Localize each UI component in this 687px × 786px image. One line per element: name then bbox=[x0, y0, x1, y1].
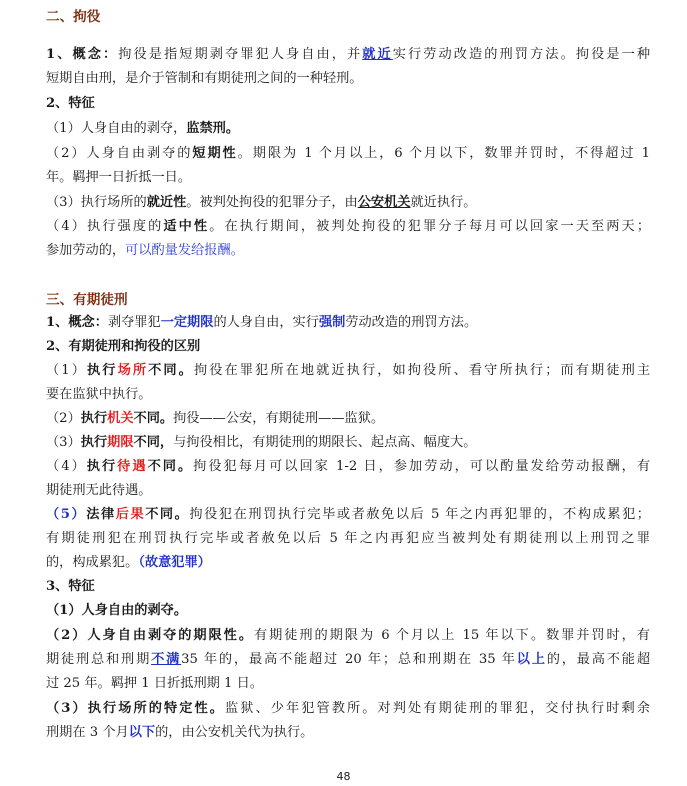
section-heading: 二、拘役 bbox=[46, 9, 101, 25]
text: 有期徒刑的期限为 6 个月以上 15 年以下。数罪并罚时，有 bbox=[253, 628, 650, 643]
text: 拘役犯每月可以回家 1-2 日，参加劳动，可以酌量发给劳动报酬，有 bbox=[193, 459, 650, 474]
bold-term: 监禁刑。 bbox=[186, 121, 240, 136]
paragraph-line bbox=[46, 700, 650, 718]
text: 的，最高不能超 bbox=[546, 652, 650, 667]
paragraph-line bbox=[46, 724, 650, 742]
red-term: 后果 bbox=[115, 507, 146, 522]
text: 劳动改造的刑罚方法。 bbox=[345, 315, 478, 330]
paragraph-line bbox=[46, 120, 650, 138]
blue-text: 可以酌量发给报酬。 bbox=[125, 243, 244, 258]
bold-term: 执行 bbox=[86, 459, 118, 474]
paragraph-line: 过 25 年。羁押 1 日折抵刑期 1 日。 bbox=[46, 676, 263, 691]
underlined-term: 不满 bbox=[151, 652, 182, 667]
blue-term: 以上 bbox=[516, 652, 547, 667]
paragraph-line bbox=[46, 242, 650, 260]
red-term: 待遇 bbox=[117, 459, 148, 474]
highlight: 就近 bbox=[362, 47, 393, 62]
bold-term: （2）人身自由剥夺的期限性。 bbox=[46, 628, 254, 643]
text: 。被判处拘役的犯罪分子，由 bbox=[186, 195, 358, 210]
text: 拘役犯在刑罚执行完毕或者赦免以后 5 年之内再犯罪的，不构成累犯； bbox=[189, 507, 650, 522]
paragraph-line bbox=[46, 145, 650, 163]
text: （2） bbox=[46, 411, 81, 426]
text: 监狱、少年犯管教所。对判处有期徒刑的罪犯，交付执行时剩余 bbox=[225, 701, 650, 716]
paragraph-line bbox=[46, 554, 650, 572]
underlined-term: 公安机关 bbox=[357, 195, 411, 210]
bold-term: 短期性 bbox=[192, 146, 238, 161]
text: 拘役是指短期剥夺罪犯人身自由，并 bbox=[118, 47, 363, 62]
text: （1）人身自由的剥夺， bbox=[46, 121, 187, 136]
text: 的人身自由，实行 bbox=[213, 315, 319, 330]
text: 与拘役相比，有期徒刑的期限长、起点高、幅度大。 bbox=[173, 435, 477, 450]
section-heading: 三、有期徒刑 bbox=[46, 292, 128, 308]
paragraph-line bbox=[46, 218, 650, 236]
text: 拘役在罪犯所在地就近执行，如拘役所、看守所执行；而有期徒刑主 bbox=[193, 363, 650, 378]
bold-term: 法律 bbox=[86, 507, 116, 522]
text: （3）执行场所的 bbox=[46, 195, 147, 210]
text: （4） bbox=[46, 459, 87, 474]
bold-term: 不同。 bbox=[147, 459, 194, 474]
text: 。在执行期间，被判处拘役的犯罪分子每月可以回家一天至两天； bbox=[209, 219, 650, 234]
bold-term: 不同， bbox=[133, 435, 174, 450]
page-number: 48 bbox=[336, 770, 351, 783]
text: 的，由公安机关代为执行。 bbox=[155, 725, 314, 740]
label: 1、概念： bbox=[46, 315, 108, 330]
text: 参加劳动的， bbox=[46, 243, 126, 258]
highlight: 强制 bbox=[318, 315, 346, 330]
subheading: 2、特征 bbox=[46, 96, 95, 111]
red-term: 机关 bbox=[107, 411, 134, 426]
bold-term: 不同。 bbox=[133, 411, 174, 426]
red-term: 期限 bbox=[107, 435, 134, 450]
text: 的，构成累犯。 bbox=[46, 555, 139, 570]
label: 1、概念： bbox=[46, 47, 119, 62]
bold-term: 执行 bbox=[80, 435, 108, 450]
paragraph-line bbox=[46, 458, 650, 476]
subheading: 3、特征 bbox=[46, 579, 95, 594]
bold-term: 执行 bbox=[80, 411, 108, 426]
paragraph-line: 年。羁押一日折抵一日。 bbox=[46, 170, 192, 185]
bold-term: 不同。 bbox=[148, 363, 194, 378]
paragraph-line bbox=[46, 627, 650, 645]
text: （4）执行强度的 bbox=[46, 219, 164, 234]
bold-term: （3）执行场所的特定性。 bbox=[46, 701, 226, 716]
bold-term: 不同。 bbox=[145, 507, 190, 522]
text: 剥夺罪犯 bbox=[107, 315, 161, 330]
paragraph-line bbox=[46, 651, 650, 669]
text: （1） bbox=[46, 363, 88, 378]
paragraph-line bbox=[46, 46, 650, 64]
paragraph-line bbox=[46, 506, 650, 524]
highlight: 一定期限 bbox=[160, 315, 214, 330]
paragraph-line bbox=[46, 194, 650, 212]
subheading: 2、有期徒刑和拘役的区别 bbox=[46, 339, 201, 354]
text: 35 年的，最高不能超过 20 年；总和刑期在 35 年 bbox=[181, 652, 517, 667]
paragraph-line bbox=[46, 410, 650, 428]
paragraph-line: 要在监狱中执行。 bbox=[46, 387, 152, 402]
bold-term: 就近性 bbox=[146, 195, 187, 210]
blue-term: （5） bbox=[46, 507, 87, 522]
paragraph-line: 有期徒刑犯在刑罚执行完毕或者赦免以后 5 年之内再犯应当被判处有期徒刑以上刑罚之罪 bbox=[46, 531, 650, 546]
text: 就近执行。 bbox=[410, 195, 477, 210]
text: （2）人身自由剥夺的 bbox=[46, 146, 193, 161]
red-term: 场所 bbox=[117, 363, 149, 378]
text: 实行劳动改造的刑罚方法。拘役是一种 bbox=[392, 47, 650, 62]
bold-term: 执行 bbox=[87, 363, 118, 378]
text: 刑期在 3 个月 bbox=[46, 725, 129, 740]
blue-term: 以下 bbox=[128, 725, 156, 740]
paragraph-line bbox=[46, 362, 650, 380]
blue-term: （故意犯罪） bbox=[138, 555, 211, 570]
text: （3） bbox=[46, 435, 81, 450]
text: 期徒刑总和刑期 bbox=[46, 652, 152, 667]
paragraph-line: （1）人身自由的剥夺。 bbox=[46, 603, 188, 618]
paragraph-line bbox=[46, 314, 650, 332]
paragraph-line bbox=[46, 434, 650, 452]
text: 。期限为 1 个月以上，6 个月以下，数罪并罚时，不得超过 1 bbox=[237, 146, 650, 161]
paragraph-line: 期徒刑无此待遇。 bbox=[46, 483, 152, 498]
paragraph-line: 短期自由刑，是介于管制和有期徒刑之间的一种轻刑。 bbox=[46, 71, 363, 86]
text: 拘役——公安，有期徒刑——监狱。 bbox=[173, 411, 385, 426]
bold-term: 适中性 bbox=[163, 219, 210, 234]
